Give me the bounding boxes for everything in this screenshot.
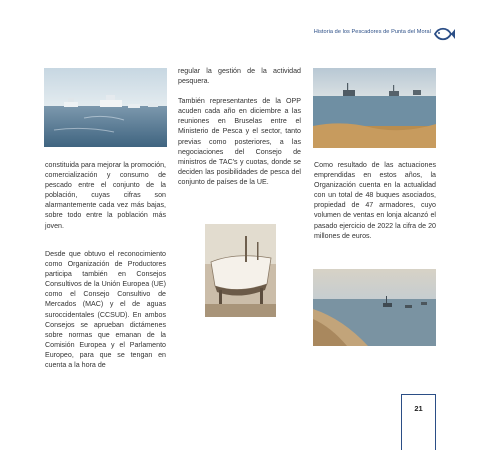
running-header: Historia de los Pescadores de Punta del Moral — [313, 29, 431, 35]
col1-paragraph-2: Desde que obtuvo el reconocimiento como Organización de Productores participa también en Consejos Consultivos de la Unión Europea (UE) como el Consejo Consultivo de Mercados (MAC) y el de aguas suroccidentales (CCSUD). En ambos Consejos se aprueban dictámenes sobre normas que emanan de la Comisión Europea y el Parlamento Europeo, para que se tengan en cuenta a la hora de — [45, 250, 166, 370]
column-3 — [314, 160, 436, 241]
col2-paragraph-2: También representantes de la OPP acuden cada año en diciembre a las reuniones en Bruselas entre el Ministerio de Pesca y el sector, tanto previas como posteriores, a las negociaciones del Consejo de ministros de TAC's y cuotas, donde se deciden las posibilidades de pesca del conjunto de países de la UE. — [178, 97, 301, 186]
col3-paragraph-1: Como resultado de las actuaciones emprendidas en estos años, la Organización cuenta en la actualidad con un total de 48 buques asociados, propiedad de 47 armadores, cuyo volumen de ventas en lonja alcanzó el pasado ejercicio de 2022 la cifra de 20 millones de euros. — [314, 161, 436, 240]
photo-boat-shipyard — [205, 224, 276, 317]
fish-icon — [433, 27, 455, 41]
column-1-lower — [45, 249, 166, 370]
page-number: 21 — [414, 404, 423, 413]
column-2 — [178, 66, 301, 187]
photo-beach-boats — [313, 269, 436, 346]
photo-boats-estuary — [313, 68, 436, 148]
page-number-box — [401, 394, 436, 450]
photo-fishing-boats-sea — [44, 68, 167, 147]
col2-paragraph-1: regular la gestión de la actividad pesquera. — [178, 67, 301, 86]
column-1 — [45, 160, 166, 231]
col1-paragraph-1: constituida para mejorar la promoción, comercialización y consumo de pescado entre el conjunto de la población, cuyas cifras son alarmantemente cada vez más bajas, sobre todo entre la población más joven. — [45, 161, 166, 230]
